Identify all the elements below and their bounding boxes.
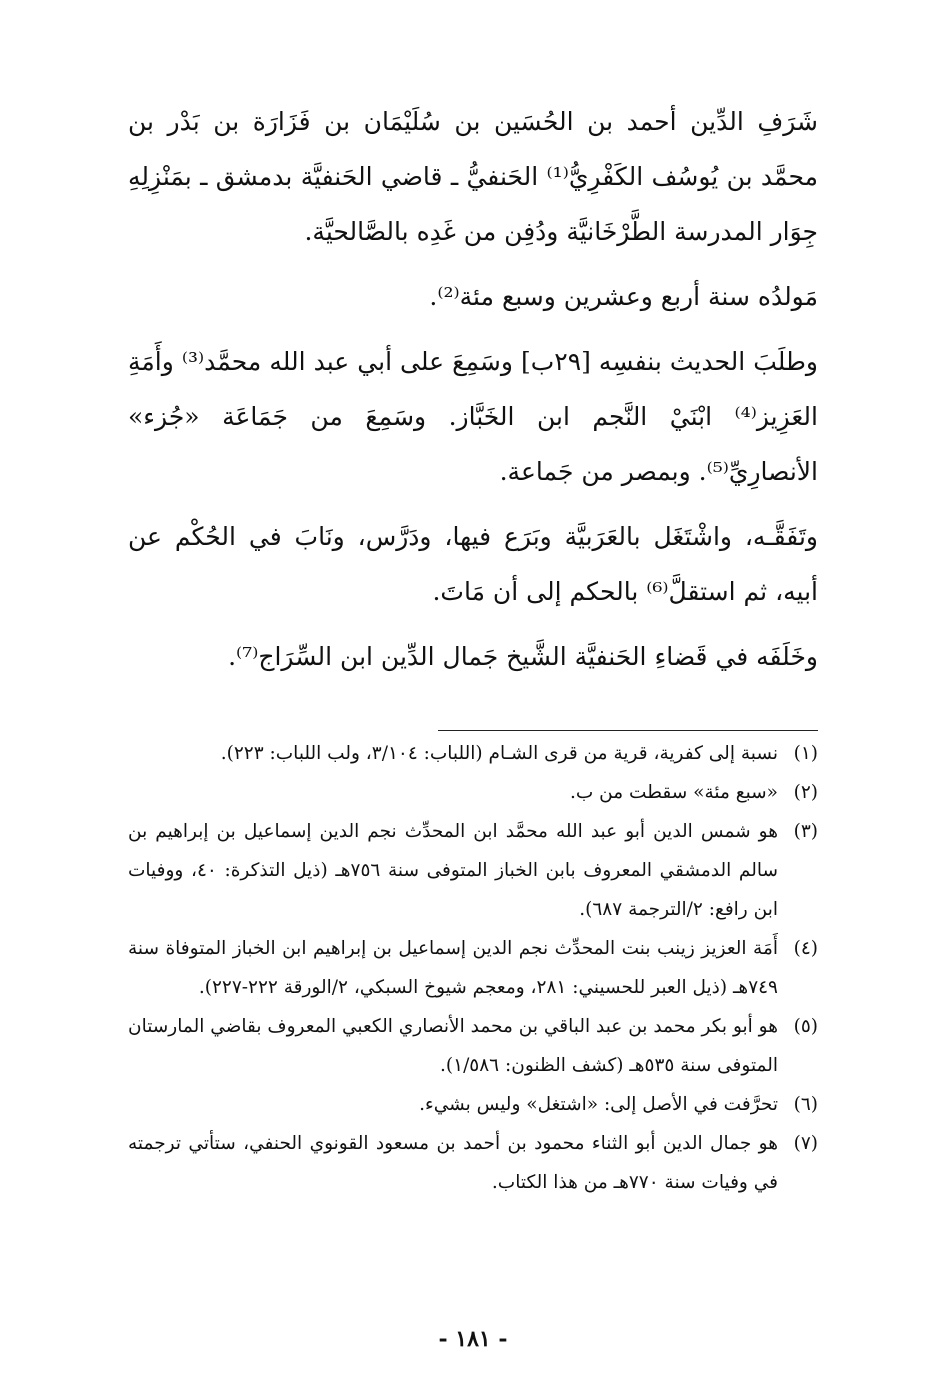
paragraph-2: مَولدُه سنة أربع وعشرين وسبع مئة⁽²⁾. (429, 282, 818, 311)
footnotes (128, 734, 818, 1202)
footnote-number: (١) (793, 743, 818, 764)
paragraph-5: وخَلَفَه في قَضاءِ الحَنفيَّة الشَّيخ جَمال الدِّين ابن السِّرَاج⁽⁷⁾. (228, 642, 818, 671)
page-number: - ١٨١ - (438, 1326, 508, 1352)
page-content (128, 94, 818, 1374)
footnote-separator (438, 730, 818, 731)
footnote-text: نسبة إلى كفرية، قرية من قرى الشـام (اللباب: ٣/١٠٤، ولب اللباب: ٢٢٣). (220, 743, 778, 764)
main-text (128, 94, 818, 684)
footnote-text: هو شمس الدين أبو عبد الله محمَّد ابن المحدِّث نجم الدين إسماعيل بن إبراهيم بن سالم الدمشقي المعروف بابن الخباز المتوفى سنة ٧٥٦هـ (ذيل التذكرة: ٤٠، ووفيات ابن رافع: ٢/الترجمة ٦٨٧). (128, 821, 778, 920)
footnote-3 (128, 812, 818, 929)
footnote-number: (٦) (793, 1094, 818, 1115)
footnote-5 (128, 1007, 818, 1085)
footnote-text: تحرَّفت في الأصل إلى: «اشتغل» وليس بشيء. (419, 1094, 778, 1115)
footnote-number: (٢) (793, 782, 818, 803)
footnote-1 (128, 734, 818, 773)
paragraph-1: شَرَفِ الدِّين أحمد بن الحُسَين بن سُلَيْمَان بن فَزَارَة بن بَدْر بن محمَّد بن يُوسُف الكَفْرِيُّ⁽¹⁾ الحَنفيُّ ـ قاضي الحَنفيَّة بدمشق ـ بمَنْزِلِهِ جِوَار المدرسة الطَّرْخَانيَّة ودُفِن من غَدِه بالصَّالحيَّة. (128, 107, 818, 246)
footnote-number: (٣) (793, 821, 818, 842)
footnote-text: هو جمال الدين أبو الثناء محمود بن أحمد بن مسعود القونوي الحنفي، ستأتي ترجمته في وفيات سنة ٧٧٠هـ من هذا الكتاب. (128, 1133, 778, 1193)
paragraph-3: وطلَبَ الحديث بنفسِه [٢٩ب] وسَمِعَ على أبي عبد الله محمَّد⁽³⁾ وأَمَةِ العَزِيز⁽⁴⁾ ابْنَيْ النَّجم ابن الخَبَّاز. وسَمِعَ من جَمَاعَة «جُزء» الأنصارِيِّ⁽⁵⁾. وبمصر من جَماعة. (128, 347, 819, 486)
footnote-text: أَمَة العزيز زينب بنت المحدِّث نجم الدين إسماعيل بن إبراهيم ابن الخباز المتوفاة سنة ٧٤٩هـ (ذيل العبر للحسيني: ٢٨١، ومعجم شيوخ السبكي، ٢/الورقة ٢٢٢-٢٢٧). (128, 938, 778, 998)
footnote-7 (128, 1124, 818, 1202)
footnote-number: (٤) (793, 938, 818, 959)
footnote-2 (128, 773, 818, 812)
footnote-4 (128, 929, 818, 1007)
footnote-number: (٥) (793, 1016, 818, 1037)
footnote-text: «سبع مئة» سقطت من ب. (570, 782, 778, 803)
paragraph-4: وتَفَقَّـه، واشْتَغَل بالعَرَبيَّة وبَرَع فيها، ودَرَّس، ونَابَ في الحُكْم عن أبيه، ثم استقلَّ⁽⁶⁾ بالحكم إلى أن مَاتَ. (128, 522, 818, 606)
footnote-6 (128, 1085, 818, 1124)
footnote-number: (٧) (793, 1133, 818, 1154)
footnote-text: هو أبو بكر محمد بن عبد الباقي بن محمد الأنصاري الكعبي المعروف بقاضي المارستان المتوفى سنة ٥٣٥هـ (كشف الظنون: ١/٥٨٦). (128, 1016, 778, 1076)
